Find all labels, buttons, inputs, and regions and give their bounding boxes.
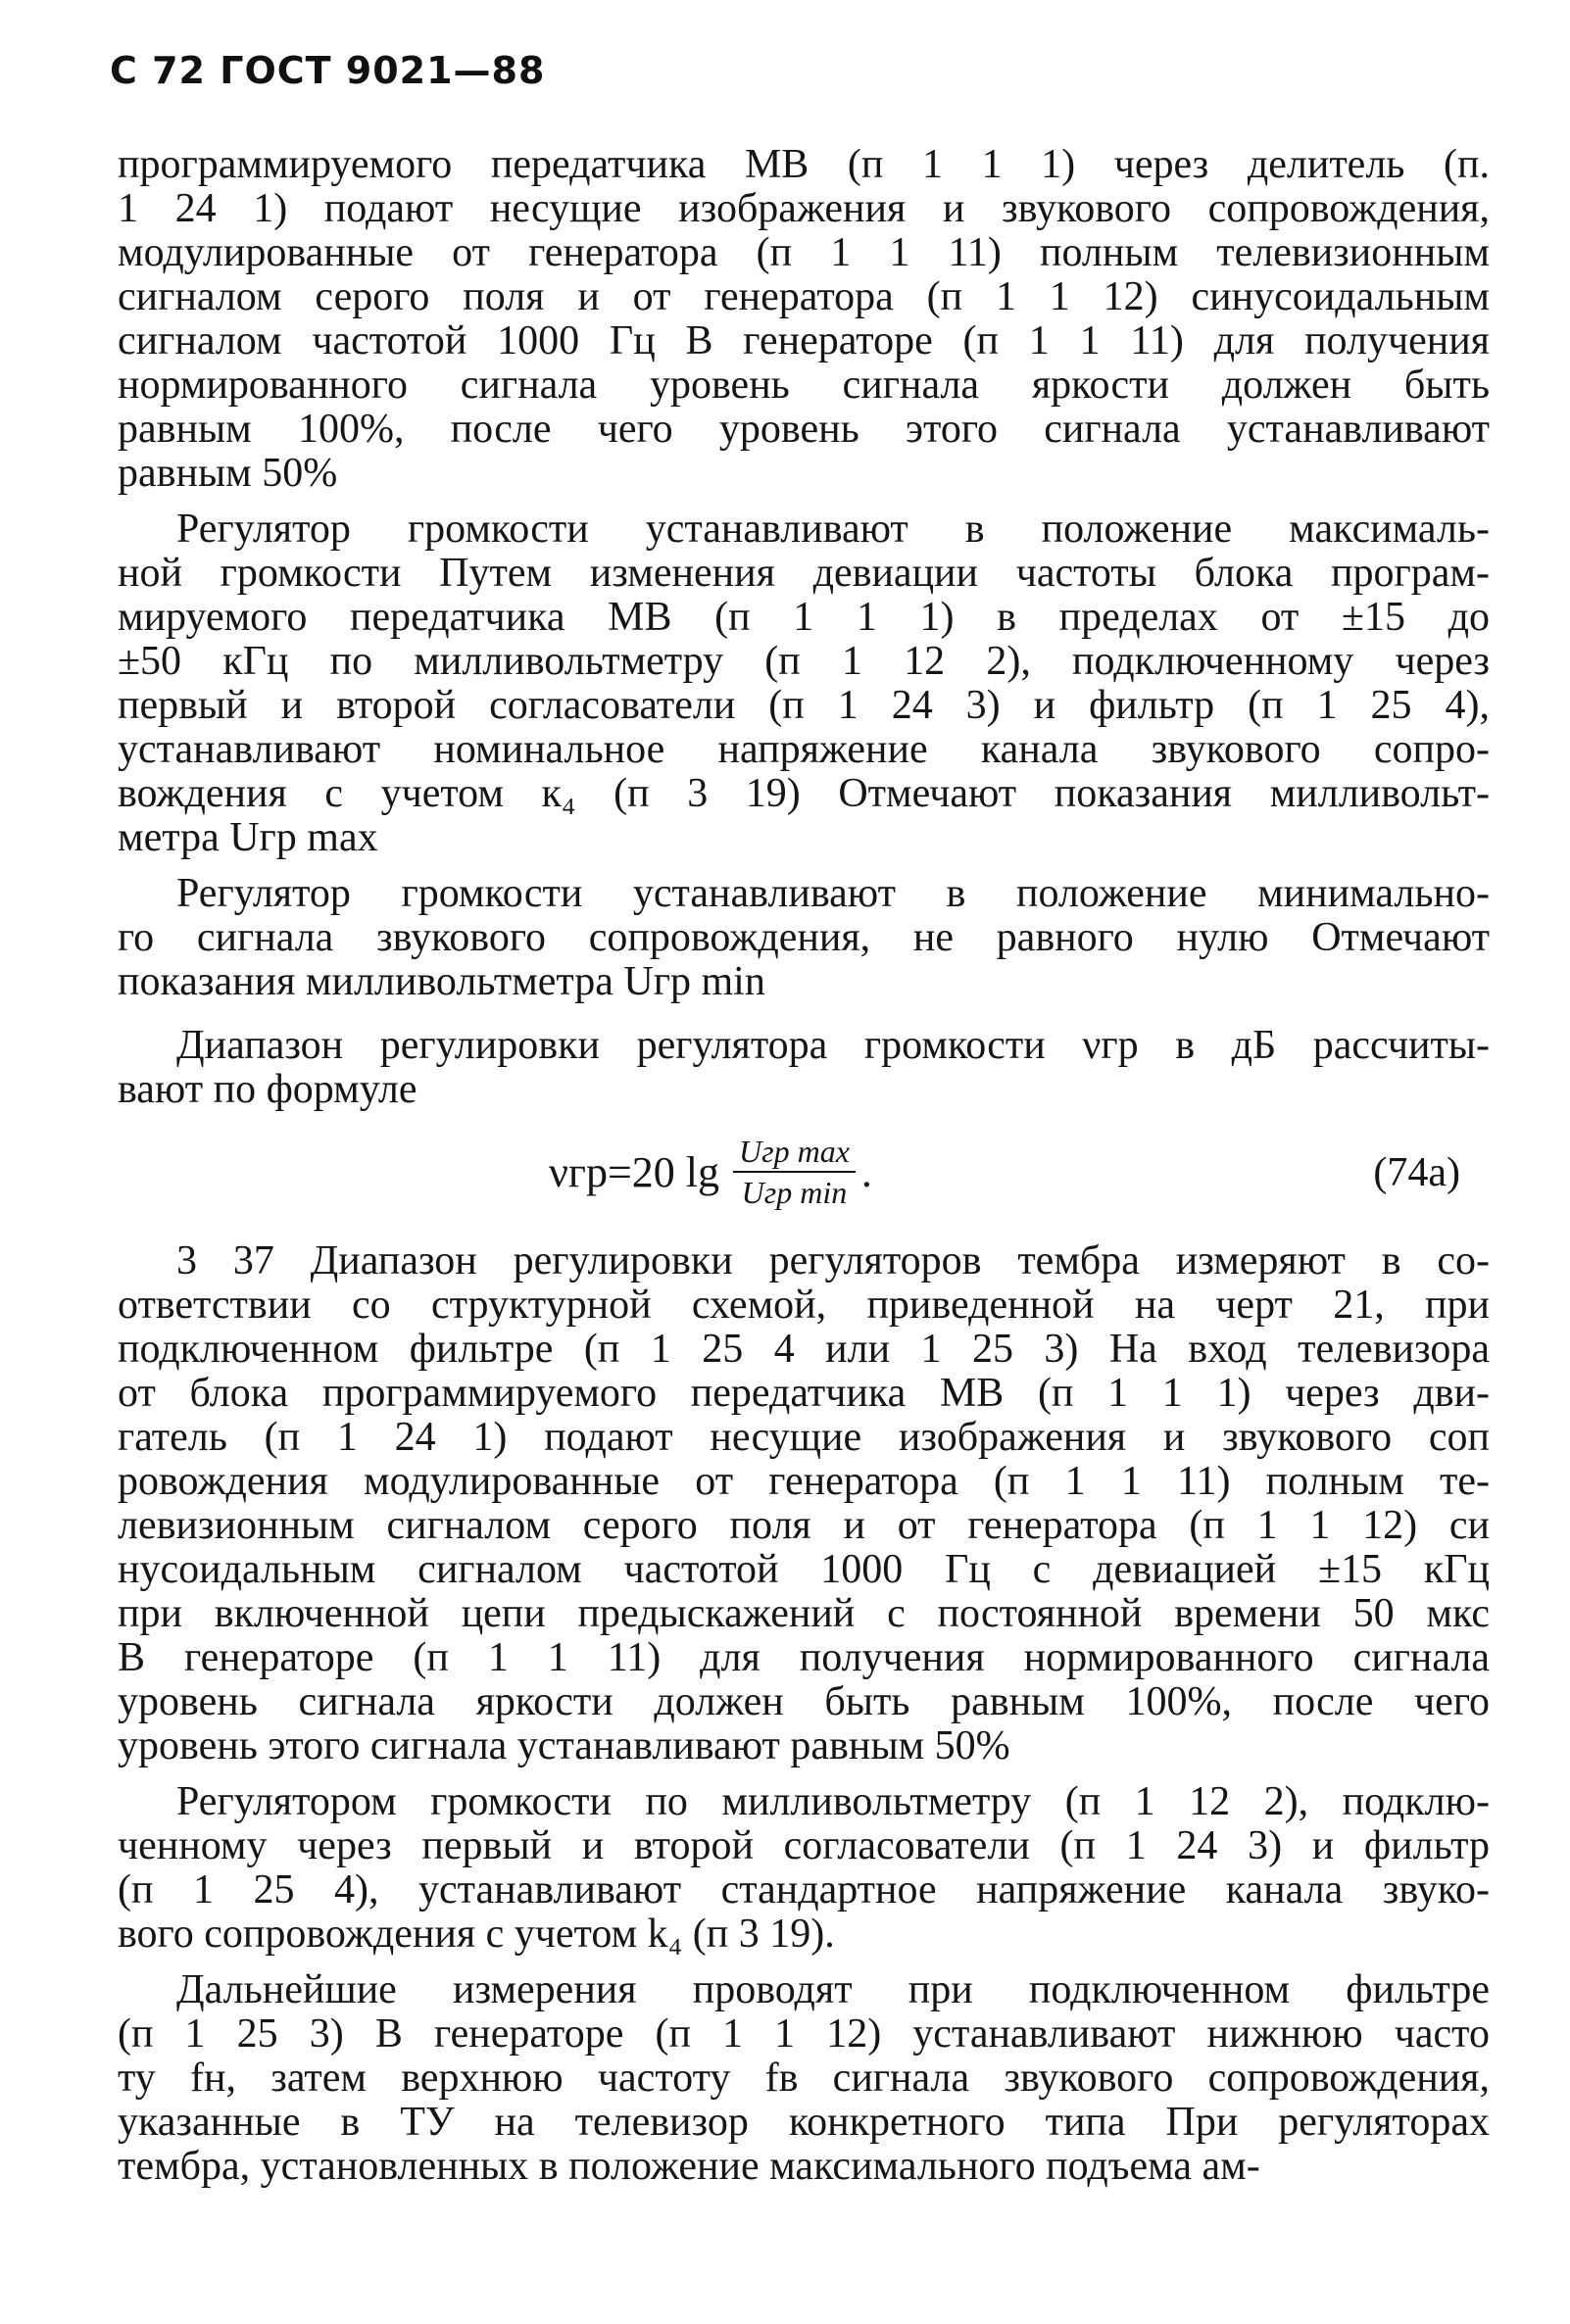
text-line: вождения с учетом к₄ (п 3 19) Отмечают показания милливольт-: [118, 771, 1490, 816]
text-line: Диапазон регулировки регулятора громкости νгр в дБ рассчиты-: [176, 1023, 1490, 1068]
paragraph-1: [118, 143, 1490, 496]
formula-numerator: Uгр max: [738, 1134, 850, 1169]
text-line: уровень сигнала яркости должен быть равным 100%, после чего: [118, 1679, 1490, 1724]
paragraph-4: [118, 1024, 1490, 1112]
text-line: Дальнейшие измерения проводят при подключенном фильтре: [176, 1967, 1490, 2012]
formula: [549, 1132, 872, 1212]
text-line: 3 37 Диапазон регулировки регуляторов тембра измеряют в со-: [176, 1238, 1490, 1283]
text-line: ровождения модулированные от генератора (п 1 1 11) полным те-: [118, 1459, 1490, 1504]
body-text: [118, 143, 1490, 2189]
text-line: Регулятор громкости устанавливают в положение минимально-: [176, 871, 1490, 916]
text-line: устанавливают номинальное напряжение канала звукового сопро-: [118, 727, 1490, 772]
text-line: (п 1 25 3) В генераторе (п 1 1 12) устанавливают нижнюю часто: [118, 2011, 1490, 2057]
text-line: Регулятор громкости устанавливают в положение максималь-: [176, 507, 1490, 552]
text-line: показания милливольтметра Uгр min: [118, 959, 765, 1004]
formula-fraction: [733, 1132, 856, 1212]
text-line: левизионным сигналом серого поля и от генератора (п 1 1 12) си: [118, 1503, 1490, 1548]
text-line: ту fн, затем верхнюю частоту fв сигнала звукового сопровождения,: [118, 2056, 1490, 2101]
text-line: при включенной цепи предыскажений с постоянной времени 50 мкс: [118, 1591, 1490, 1636]
text-line: нусоидальным сигналом частотой 1000 Гц с девиацией ±15 кГц: [118, 1547, 1490, 1592]
text-line: 1 24 1) подают несущие изображения и звукового сопровождения,: [118, 186, 1490, 231]
text-line: программируемого передатчика МВ (п 1 1 1) через делитель (п.: [118, 142, 1490, 187]
text-line: модулированные от генератора (п 1 1 11) полным телевизионным: [118, 230, 1490, 275]
text-line: сигналом частотой 1000 Гц В генераторе (п 1 1 11) для получения: [118, 318, 1490, 363]
formula-row: [118, 1122, 1490, 1230]
text-line: уровень этого сигнала устанавливают равным 50%: [118, 1723, 1010, 1768]
page-header: С 72 ГОСТ 9021—88: [110, 49, 546, 92]
text-line: го сигнала звукового сопровождения, не равного нулю Отмечают: [118, 915, 1490, 960]
text-line: от блока программируемого передатчика МВ (п 1 1 1) через дви-: [118, 1371, 1490, 1416]
equation-number: (74а): [1373, 1150, 1460, 1195]
text-line: вают по формуле: [118, 1067, 417, 1112]
text-line: гатель (п 1 24 1) подают несущие изображения и звукового соп: [118, 1415, 1490, 1460]
formula-trail: .: [860, 1147, 872, 1196]
text-line: тембра, установленных в положение максимального подъема ам-: [118, 2144, 1260, 2189]
text-line: вого сопровождения с учетом k₄ (п 3 19).: [118, 1912, 835, 1957]
text-line: нормированного сигнала уровень сигнала яркости должен быть: [118, 363, 1490, 408]
paragraph-2: [118, 508, 1490, 860]
text-line: первый и второй согласователи (п 1 24 3) и фильтр (п 1 25 4),: [118, 683, 1490, 728]
text-line: ченному через первый и второй согласователи (п 1 24 3) и фильтр: [118, 1823, 1490, 1868]
paragraph-6: [118, 1780, 1490, 1957]
text-line: ной громкости Путем изменения девиации частоты блока програм-: [118, 551, 1490, 596]
formula-denominator: Uгр min: [741, 1175, 848, 1210]
text-line: (п 1 25 4), устанавливают стандартное напряжение канала звуко-: [118, 1867, 1490, 1912]
text-line: равным 50%: [118, 451, 338, 496]
text-line: сигналом серого поля и от генератора (п 1 1 12) синусоидальным: [118, 274, 1490, 319]
text-line: метра Uгр max: [118, 815, 378, 860]
text-line: В генераторе (п 1 1 11) для получения нормированного сигнала: [118, 1635, 1490, 1680]
paragraph-7: [118, 1968, 1490, 2189]
text-line: Регулятором громкости по милливольтметру (п 1 12 2), подклю-: [176, 1779, 1490, 1824]
text-line: указанные в ТУ на телевизор конкретного типа При регуляторах: [118, 2100, 1490, 2145]
text-line: подключенном фильтре (п 1 25 4 или 1 25 3) На вход телевизора: [118, 1327, 1490, 1372]
paragraph-5: [118, 1239, 1490, 1768]
text-line: мируемого передатчика МВ (п 1 1 1) в пределах от ±15 до: [118, 595, 1490, 640]
text-line: ответствии со структурной схемой, приведенной на черт 21, при: [118, 1283, 1490, 1328]
paragraph-3: [118, 872, 1490, 1004]
text-line: равным 100%, после чего уровень этого сигнала устанавливают: [118, 407, 1490, 452]
text-line: ±50 кГц по милливольтметру (п 1 12 2), подключенному через: [118, 639, 1490, 684]
formula-lhs: νгр=20 lg: [549, 1147, 719, 1196]
